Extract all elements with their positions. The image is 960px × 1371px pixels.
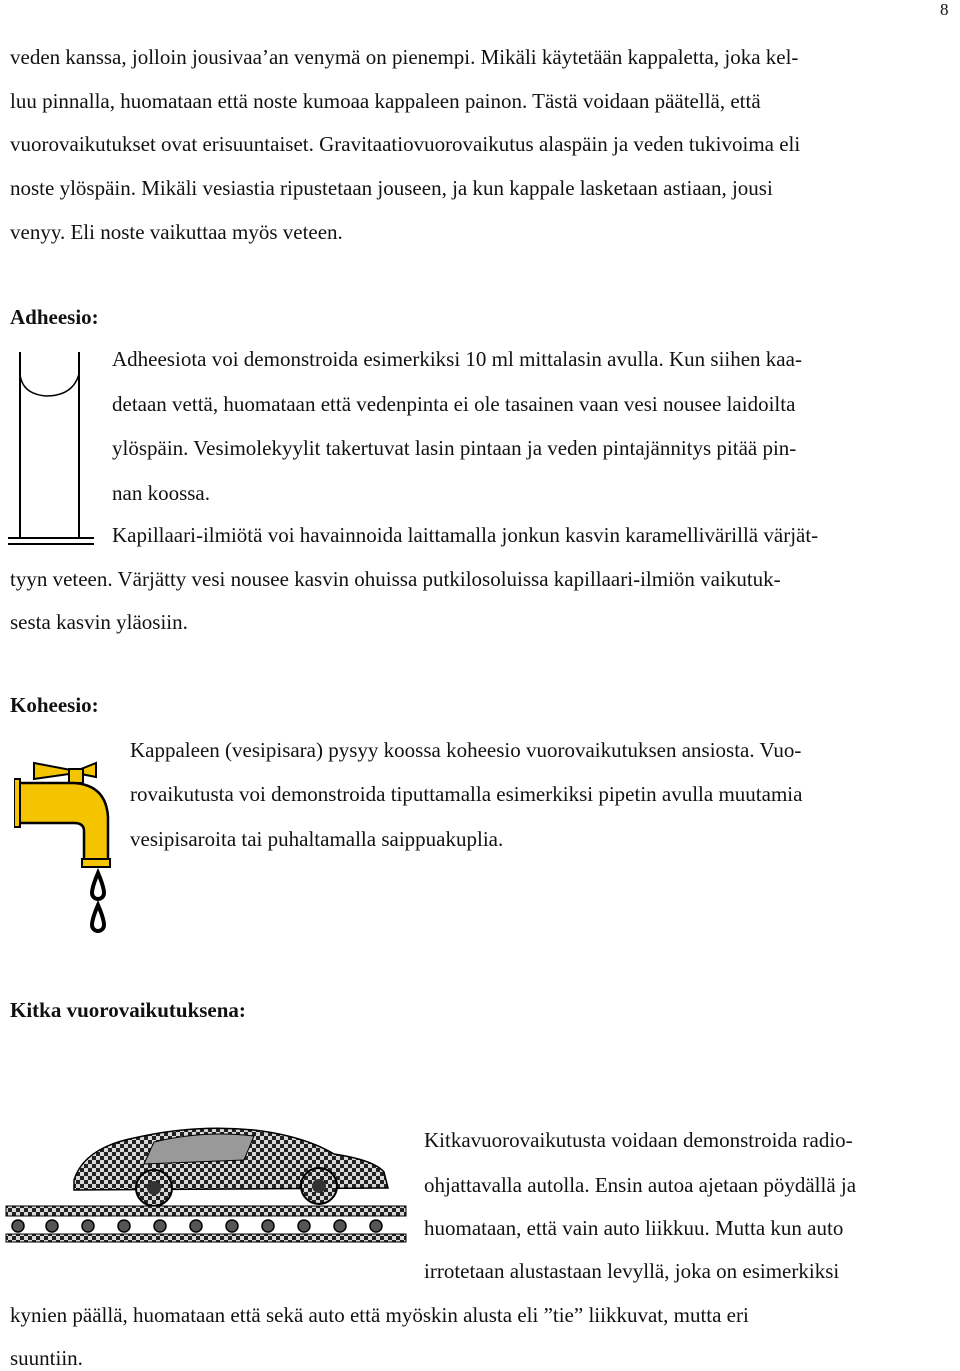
text-line: Kappaleen (vesipisara) pysyy koossa koheesio vuorovaikutuksen ansiosta. Vuo- (130, 738, 802, 762)
water-tap-icon (14, 755, 114, 940)
text-line: sesta kasvin yläosiin. (10, 610, 188, 634)
text-line: luu pinnalla, huomataan että noste kumoaa kappaleen painon. Tästä voidaan päätellä, että (10, 89, 761, 113)
text-line: veden kanssa, jolloin jousivaa’an venymä on pienempi. Mikäli käytetään kappaletta, joka kel- (10, 45, 799, 69)
text-line: noste ylöspäin. Mikäli vesiastia ripustetaan jouseen, ja kun kappale lasketaan astiaan, jousi (10, 176, 773, 200)
text-line: venyy. Eli noste vaikuttaa myös veteen. (10, 220, 343, 244)
text-line: vuorovaikutukset ovat erisuuntaiset. Gravitaatiovuorovaikutus alaspäin ja veden tukivoima eli (10, 132, 801, 156)
text-line: nan koossa. (112, 481, 210, 505)
page-number: 8 (940, 0, 949, 19)
kitka-heading: Kitka vuorovaikutuksena: (10, 998, 246, 1022)
water-drop-icon (92, 873, 104, 899)
adheesio-heading: Adheesio: (10, 305, 99, 329)
text-line: ylöspäin. Vesimolekyylit takertuvat lasin pintaan ja veden pintajännitys pitää pin- (112, 436, 797, 460)
text-line: tyyn veteen. Värjätty vesi nousee kasvin ohuissa putkilosoluissa kapillaari-ilmiön vaikutuk- (10, 567, 781, 591)
measuring-cylinder-icon (6, 350, 102, 550)
text-line: rovaikutusta voi demonstroida tiputtamalla esimerkiksi pipetin avulla muutamia (130, 782, 803, 806)
text-line: Kapillaari-ilmiötä voi havainnoida laittamalla jonkun kasvin karamellivärillä värjät- (112, 523, 819, 547)
car-on-rollers-icon (4, 1108, 414, 1248)
text-line: Adheesiota voi demonstroida esimerkiksi 10 ml mittalasin avulla. Kun siihen kaa- (112, 347, 802, 371)
text-line: vesipisaroita tai puhaltamalla saippuakuplia. (130, 827, 504, 851)
text-line: kynien päällä, huomataan että sekä auto että myöskin alusta eli ”tie” liikkuvat, mutta eri (10, 1303, 749, 1327)
text-line: huomataan, että vain auto liikkuu. Mutta kun auto (424, 1216, 844, 1240)
koheesio-heading: Koheesio: (10, 693, 99, 717)
text-line: irrotetaan alustastaan levyllä, joka on esimerkiksi (424, 1259, 840, 1283)
text-line: suuntiin. (10, 1346, 83, 1370)
text-line: Kitkavuorovaikutusta voidaan demonstroida radio- (424, 1128, 853, 1152)
text-line: detaan vettä, huomataan että vedenpinta ei ole tasainen vaan vesi nousee laidoilta (112, 392, 796, 416)
text-line: ohjattavalla autolla. Ensin autoa ajetaan pöydällä ja (424, 1173, 857, 1197)
water-drop-icon (92, 905, 104, 931)
